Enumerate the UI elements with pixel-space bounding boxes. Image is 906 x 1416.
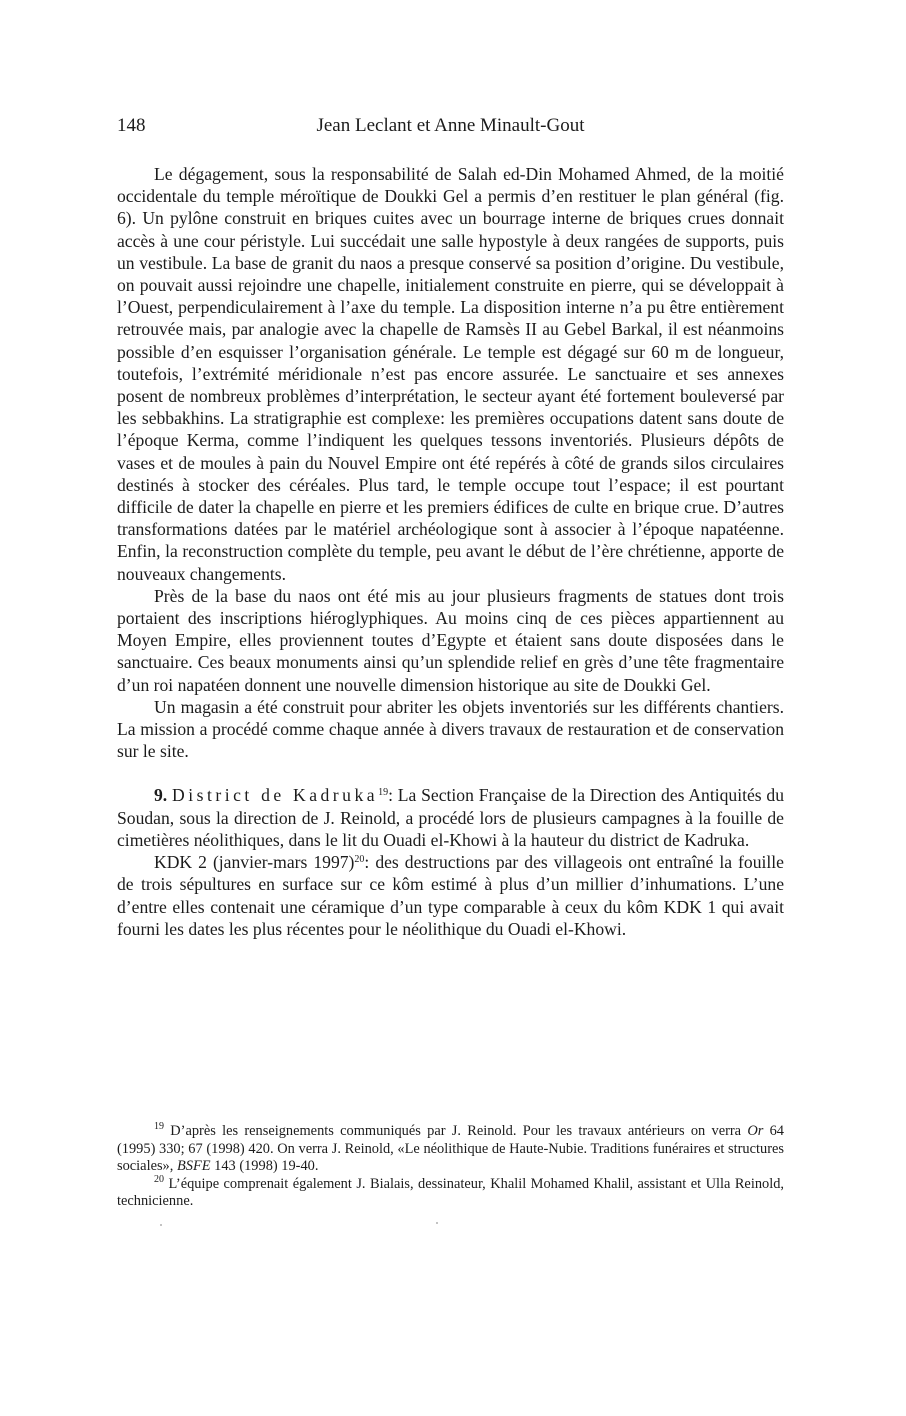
paragraph-kdk2	[117, 851, 784, 940]
kdk2-text: : des destructions par des villageois ont entraîné la fouille de trois sépultures en surface sur ce kôm estimé à plus d’un millier d’inhumations. L’une d’entre elles contenait une céramique d’un type comparable à ceux du kôm KDK 1 qui avait fourni les dates les plus récentes pour le néolithique du Ouadi el-Khowi.	[117, 852, 784, 939]
footnote-ref-20[interactable]: 20	[354, 854, 365, 866]
section-number: 9.	[154, 785, 168, 806]
footnote-19-journal-or: Or	[747, 1123, 764, 1139]
running-head: Jean Leclant et Anne Minault-Gout	[316, 115, 585, 136]
body-text	[117, 163, 784, 940]
scan-speck	[160, 1224, 162, 1226]
section-text: : La Section Française de la Direction des Antiquités du Soudan, sous la direction de J. Reinold, a procédé lors de plusieurs campagnes à la fouille de cimetières néolithiques, dans le lit du Ouadi el-Khowi à la hauteur du district de Kadruka.	[117, 785, 785, 850]
footnote-number-19: 19	[154, 1121, 164, 1132]
footnote-20	[117, 1173, 784, 1211]
paragraph-district-kadruka	[117, 784, 784, 851]
footnote-19-text-a: D’après les renseignements communiqués par J. Reinold. Pour les travaux antérieurs on verra	[164, 1123, 748, 1139]
footnote-20-text: L’équipe comprenait également J. Bialais, dessinateur, Khalil Mohamed Khalil, assistant et Ulla Reinold, technicienne.	[117, 1175, 784, 1210]
footnote-number-20: 20	[154, 1173, 164, 1185]
page-header	[117, 113, 784, 139]
page-number: 148	[117, 115, 146, 136]
footnote-19-journal-bsfe: BSFE	[176, 1158, 211, 1175]
footnotes	[117, 1123, 784, 1211]
scan-speck	[436, 1222, 438, 1224]
section-title: District de Kadruka	[172, 785, 379, 806]
kdk2-lead: KDK 2 (janvier-mars 1997)	[154, 852, 355, 873]
footnote-19-text-c: 143 (1998) 19-40.	[210, 1158, 319, 1175]
footnote-19-text-b: 64 (1995) 330; 67 (1998) 420. On verra J. Reinold, «Le néolithique de Haute-Nubie. Traditions funéraires et structures sociales»,	[117, 1123, 784, 1175]
paragraph-doukki-gel-temple: Le dégagement, sous la responsabilité de Salah ed-Din Mohamed Ahmed, de la moitié occidentale du temple méroïtique de Doukki Gel a permis d’en restituer le plan général (fig. 6). Un pylône construit en briques cuites avec un bourrage interne de briques crues donnait accès à une cour péristyle. Lui succédait une salle hypostyle à deux rangées de supports, puis un vestibule. La base de granit du naos a presque conservé sa position d’origine. Du vestibule, on pouvait aussi rejoindre une chapelle, initialement construite en pierre, qui se développait à l’Ouest, perpendiculairement à l’axe du temple. La disposition interne n’a pu être entièrement retrouvée mais, par analogie avec la chapelle de Ramsès II au Gebel Barkal, il est néanmoins possible d’en esquisser l’organisation générale. Le temple est dégagé sur 60 m de longueur, toutefois, l’extrémité méridionale n’est pas encore assurée. Le sanctuaire et ses annexes posent de nombreux problèmes d’interprétation, le secteur ayant été fortement bouleversé par les sebbakhins. La stratigraphie est complexe: les premières occupations datent sans doute de l’époque Kerma, comme l’indiquent les quelques tessons inventoriés. Plusieurs dépôts de vases et de moules à pain du Nouvel Empire ont été repérés à côté de grands silos circulaires destinés à stocker des céréales. Plus tard, le temple occupe tout l’espace; il est pourtant difficile de dater la chapelle en pierre et les premiers édifices de culte en brique crue. D’autres transformations datées par le matériel archéologique sont à associer à l’époque napatéenne. Enfin, la reconstruction complète du temple, peu avant le début de l’ère chrétienne, apporte de nouveaux changements.	[117, 164, 784, 584]
paragraph-statue-fragments: Près de la base du naos ont été mis au jour plusieurs fragments de statues dont trois portaient des inscriptions hiéroglyphiques. Au moins cinq de ces pièces appartiennent au Moyen Empire, elles proviennent toutes d’Egypte et étaient sans doute disposées dans le sanctuaire. Ces beaux monuments ainsi qu’un splendide relief en grès d’une tête fragmentaire d’un roi napatéen donnent une nouvelle dimension historique au site de Doukki Gel.	[117, 585, 784, 695]
paragraph-storehouse: Un magasin a été construit pour abriter les objets inventoriés sur les différents chantiers. La mission a procédé comme chaque année à divers travaux de restauration et de conservation sur le site.	[117, 696, 784, 762]
footnote-19	[117, 1123, 784, 1176]
footnote-ref-19[interactable]: 19	[378, 787, 389, 799]
